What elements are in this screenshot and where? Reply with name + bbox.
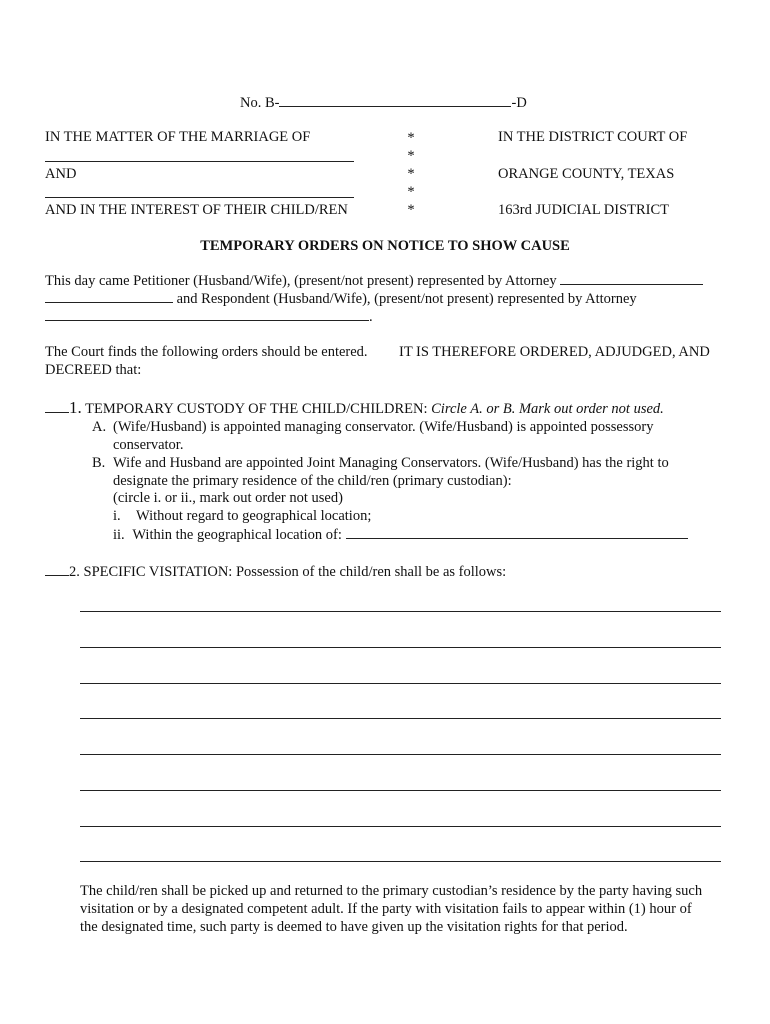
case-number-prefix: No. B- — [240, 95, 280, 111]
petitioner-name-line[interactable] — [45, 161, 354, 162]
caption-county: ORANGE COUNTY, TEXAS — [498, 166, 675, 182]
section-1-checkbox-line[interactable] — [45, 400, 69, 413]
option-ii — [113, 526, 688, 544]
visitation-line[interactable] — [80, 647, 721, 648]
caption-asterisk: * — [407, 166, 415, 182]
ordered-text: IT IS THEREFORE ORDERED, ADJUDGED, AND — [399, 344, 710, 360]
geographical-location-field[interactable] — [346, 526, 688, 539]
section-2-title: SPECIFIC VISITATION: Possession of the child/ren shall be as follows: — [83, 564, 507, 580]
option-a-text-1: (Wife/Husband) is appointed managing conservator. (Wife/Husband) is appointed possessory — [113, 419, 654, 435]
visitation-line[interactable] — [80, 826, 721, 827]
section-1-number: 1. — [69, 398, 82, 417]
intro-line-2 — [45, 290, 637, 308]
petitioner-attorney-field-cont[interactable] — [45, 290, 173, 303]
section-1-instruction: Circle A. or B. Mark out order not used. — [431, 401, 664, 417]
closing-line-1: The child/ren shall be picked up and returned to the primary custodian’s residence by the party having such — [80, 883, 703, 899]
section-2-number: 2. — [69, 564, 80, 580]
caption-asterisk: * — [407, 130, 415, 146]
option-ii-text: Within the geographical location of: — [132, 527, 342, 543]
visitation-line[interactable] — [80, 861, 721, 862]
intro-period: . — [369, 309, 373, 325]
intro-text-1: This day came Petitioner (Husband/Wife), (present/not present) represented by Attorney — [45, 273, 557, 289]
petitioner-attorney-field[interactable] — [560, 272, 703, 285]
respondent-name-line[interactable] — [45, 197, 354, 198]
visitation-line[interactable] — [80, 611, 721, 612]
section-2-checkbox-line[interactable] — [45, 563, 69, 576]
visitation-line[interactable] — [80, 790, 721, 791]
section-1-title: TEMPORARY CUSTODY OF THE CHILD/CHILDREN: — [85, 401, 428, 417]
closing-line-2: visitation or by a designated competent adult. If the party with visitation fails to appear within (1) hour of — [80, 901, 692, 917]
caption-district: 163rd JUDICIAL DISTRICT — [498, 202, 670, 218]
option-b-text-3: (circle i. or ii., mark out order not used) — [113, 490, 343, 506]
caption-asterisk: * — [407, 184, 415, 200]
caption-asterisk: * — [407, 202, 415, 218]
closing-line-3: the designated time, such party is deemed to have given up the visitation rights for that period. — [80, 919, 628, 935]
caption-marriage-of: IN THE MATTER OF THE MARRIAGE OF — [45, 129, 311, 145]
case-number — [240, 94, 527, 112]
caption-asterisk: * — [407, 148, 415, 164]
findings-text: The Court finds the following orders should be entered. — [45, 344, 368, 360]
option-i-text: Without regard to geographical location; — [136, 508, 372, 524]
option-a-label: A. — [92, 419, 107, 435]
case-number-field[interactable] — [279, 94, 511, 107]
intro-text-2: and Respondent (Husband/Wife), (present/not present) represented by Attorney — [176, 291, 637, 307]
caption-and: AND — [45, 166, 77, 182]
intro-line-3 — [45, 308, 373, 326]
option-ii-label: ii. — [113, 527, 125, 543]
option-i-label: i. — [113, 508, 121, 524]
visitation-line[interactable] — [80, 683, 721, 684]
visitation-line[interactable] — [80, 754, 721, 755]
option-b-text-1: Wife and Husband are appointed Joint Managing Conservators. (Wife/Husband) has the right to — [113, 455, 669, 471]
document-title: TEMPORARY ORDERS ON NOTICE TO SHOW CAUSE — [200, 238, 570, 254]
respondent-attorney-field[interactable] — [45, 308, 369, 321]
decreed-text: DECREED that: — [45, 362, 142, 378]
option-a-text-2: conservator. — [113, 437, 184, 453]
intro-line-1 — [45, 272, 703, 290]
caption-court: IN THE DISTRICT COURT OF — [498, 129, 688, 145]
caption-interest-of-children: AND IN THE INTEREST OF THEIR CHILD/REN — [45, 202, 348, 218]
section-2-heading — [45, 563, 506, 581]
option-b-text-2: designate the primary residence of the child/ren (primary custodian): — [113, 473, 512, 489]
option-b-label: B. — [92, 455, 106, 471]
visitation-line[interactable] — [80, 718, 721, 719]
section-1-heading — [45, 398, 664, 418]
case-number-suffix: -D — [511, 95, 527, 111]
